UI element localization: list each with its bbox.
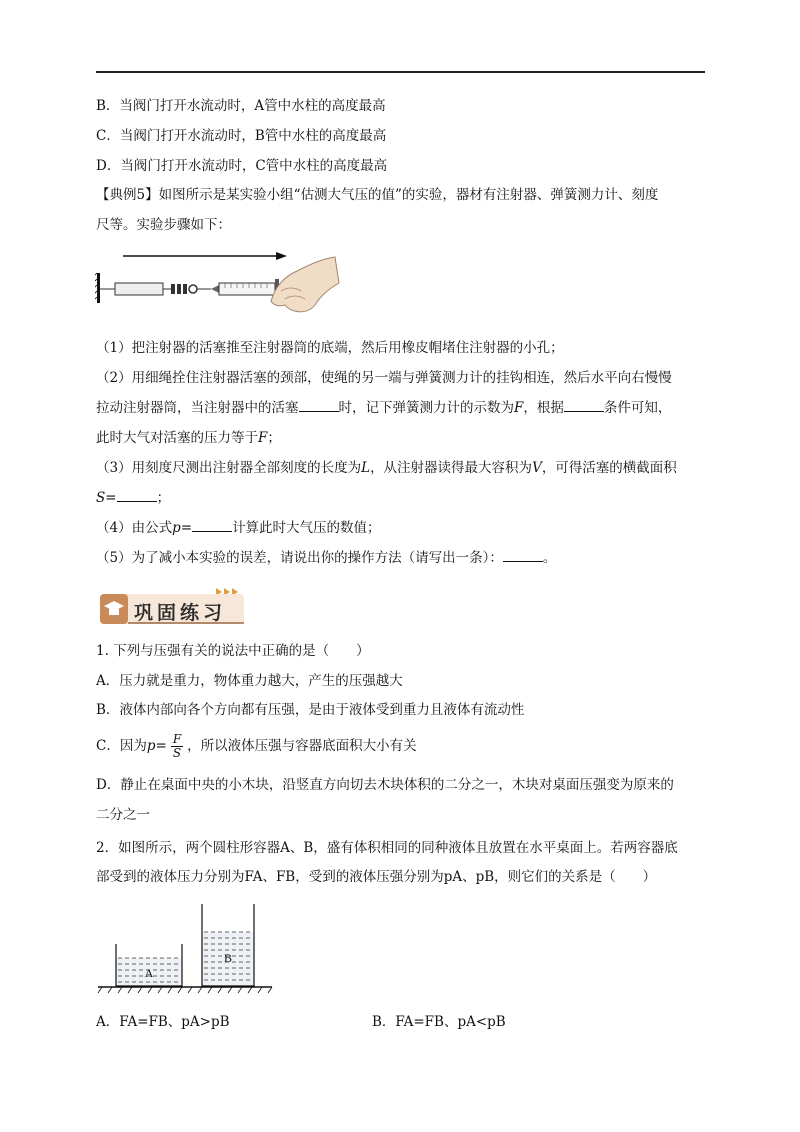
option-c-prev: C．当阀门打开水流动时，B管中水柱的高度最高 bbox=[96, 128, 387, 144]
blank-formula[interactable] bbox=[192, 519, 232, 532]
q1-option-d-line1: D．静止在桌面中央的小木块，沿竖直方向切去木块体积的二分之一，木块对桌面压强变为原来的 bbox=[96, 777, 674, 793]
table-hatching bbox=[98, 987, 272, 993]
q1-option-d-line2: 二分之一 bbox=[96, 807, 150, 823]
q1-option-a: A．压力就是重力，物体重力越大，产生的压强越大 bbox=[96, 673, 403, 689]
q2-option-a: A．FA=FB、pA>pB bbox=[96, 1014, 230, 1030]
q1-option-c: C．因为p= $\frac{F}{S}$ ，所以液体压强与容器底面积大小有关 bbox=[96, 732, 417, 760]
q2-stem-line2: 部受到的液体压力分别为FA、FB，受到的液体压强分别为pA、pB，则它们的关系是（ ） bbox=[96, 869, 657, 885]
spring-scale bbox=[115, 283, 163, 295]
fraction-f-over-s: $\frac{F}{S}$ bbox=[172, 732, 182, 760]
q2-stem-line1: 2．如图所示，两个圆柱形容器A、B，盛有体积相同的同种液体且放置在水平桌面上。若两容器底 bbox=[96, 840, 678, 856]
label-b: B bbox=[223, 951, 233, 965]
option-d-prev: D．当阀门打开水流动时，C管中水柱的高度最高 bbox=[96, 158, 388, 174]
blank-condition[interactable] bbox=[564, 399, 604, 412]
step-3-line2: S= ； bbox=[96, 490, 171, 506]
section-banner bbox=[100, 586, 250, 630]
blank-piston-state[interactable] bbox=[299, 399, 339, 412]
example5-intro-line2: 尺等。实验步骤如下： bbox=[96, 217, 231, 233]
q1-option-b: B．液体内部向各个方向都有压强，是由于液体受到重力且液体有流动性 bbox=[96, 702, 525, 718]
syringe-experiment-figure bbox=[95, 243, 340, 325]
banner-title: 巩固练习 bbox=[134, 602, 227, 624]
blank-area[interactable] bbox=[117, 489, 157, 502]
syringe bbox=[211, 279, 279, 299]
q2-option-b: B．FA=FB、pA<pB bbox=[372, 1014, 506, 1030]
label-a: A bbox=[144, 966, 154, 980]
step-2-line3: 此时大气对活塞的压力等于F； bbox=[96, 430, 281, 446]
blank-method[interactable] bbox=[503, 549, 543, 562]
step-5: （5）为了减小本实验的误差，请说出你的操作方法（请写出一条）： 。 bbox=[96, 550, 557, 566]
step-2-line1: （2）用细绳拴住注射器活塞的颈部，使绳的另一端与弹簧测力计的挂钩相连，然后水平向右慢慢 bbox=[96, 370, 672, 386]
containers-figure bbox=[96, 900, 276, 996]
option-b-prev: B．当阀门打开水流动时，A管中水柱的高度最高 bbox=[96, 98, 386, 114]
wall bbox=[97, 273, 100, 303]
hand bbox=[271, 257, 339, 312]
header-rule bbox=[96, 71, 705, 73]
container-b bbox=[202, 904, 254, 986]
step-2-line2: 拉动注射器筒，当注射器中的活塞 时，记下弹簧测力计的示数为F，根据 条件可知， bbox=[96, 400, 672, 416]
example5-intro-line1: 【典例5】如图所示是某实验小组“估测大气压的值”的实验，器材有注射器、弹簧测力计、刻度 bbox=[96, 187, 659, 203]
q1-stem: 1. 下列与压强有关的说法中正确的是（ ） bbox=[96, 643, 370, 659]
spring-coil bbox=[171, 284, 187, 294]
step-4: （4）由公式p= 计算此时大气压的数值； bbox=[96, 520, 381, 536]
step-1: （1）把注射器的活塞推至注射器筒的底端，然后用橡皮帽堵住注射器的小孔； bbox=[96, 340, 564, 356]
step-3-line1: （3）用刻度尺测出注射器全部刻度的长度为L，从注射器读得最大容积为V，可得活塞的横截面积 bbox=[96, 460, 677, 476]
